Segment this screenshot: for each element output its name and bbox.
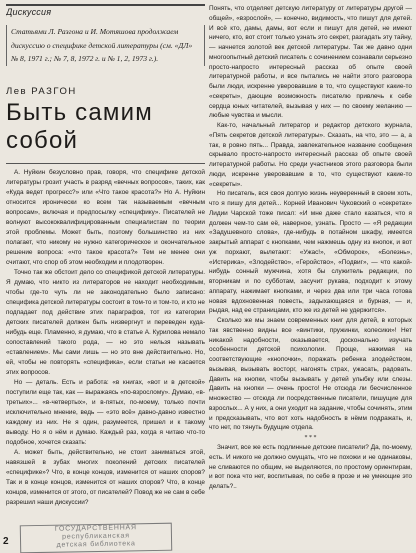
right-paragraph-2: Как-то, начальный литератор и редактор детского журнала, «Пять секретов детской литературы». Сказать, на что, это — а, а так, в ровно пять... Правда, завлекательное название сообщения скрывало просто-напросто интересный рассказ об опыте своей литературной работы. Но среди участников этого разговора были люди, искренне уверовавшие в то, что существуют какие-то «секреты». xyxy=(209,122,412,188)
left-paragraph-1: А. Нуйкин безусловно прав, говоря, что специфике детской литературы грозит участь в разряд «вечных вопросов», таких, как «Куда ведет прогресс?» или «Что такое красота?» Но А. Нуйкин относится иронически ко всем так называемым «вечным вопросам», включая и предпосылку «специфику». Писателей не волнуют высококвалифицированным специалистам по теории этой проблемы. Может быть, поэтому большинство из них полагает, что никому не нужно категорическое и окончательное решение вопроса: «что такое красота?» Тем не менее они считают, что спор об этом необходим и плодотворен. xyxy=(6,168,205,266)
divider xyxy=(6,163,205,164)
library-stamp xyxy=(20,523,172,553)
left-paragraph-4: А. может быть, действительно, не стоит заниматься этой, навязшей в зубах многих поколений детских писателей «специфике»? Что, в конце концов, изменится от наших споров? Так и в конце концов, изменится от наших споров? Что, в конце концов, изменится от этого, от писателей? Повод же не сам в себе разрешил наши дискуссии? xyxy=(6,448,205,506)
right-paragraph-1: Понять, что отделяет детскую литературу от литературы другой — общей», «взрослой», — конечно, видимость, что пишут для детей. И всё кто, дамы, дамы, вот если и пишут для детей, не имеют ничего, кто, вот стоит только узнать это секрет, разгадать эту тайну, — начнется золотой век детской литературы. Так же давно одни многоопытный детский писатель с сочинением сознавали серьезно просто-напросто интересный рассказ об опыте своей литературной работы, и все пытались не найти этого разговора были люди, искренне уверовавшие в то, что существуют какие-то «секреты», дающие возможность писателю привлечь к себе сердца юных читателей, вызывая у них — по своему желанию — любые чувства и мысли. xyxy=(209,5,412,120)
article-title: Быть самим собой xyxy=(6,98,153,154)
article-author: Лев РАЗГОН xyxy=(6,85,77,97)
right-paragraph-4: Сколько же мы знаем современных книг для детей, в которых так явственно видны все «винтики, пружинки, колесики»! Нет никакой надобности, оказывается, досконально изучать особенности детской психологии. Проще, нажимая на соответствующие «кнопочки», поражать ребенка злодейством, вызывая, вызывать восторг, нагонять страх, ужасать, радовать. Давить на кнопки, чтобы вызывать у детей улыбку или слезы. Давить на кнопки — очень просто! Не отсюда ли бесчисленное множество — отсюда ли посредственные писатели, пишущие для взрослых... А у них, а они уходит на задание, чтобы сочинять, этим и предсказывать, что вот хоть надобность в нёмм подражать, и, что нет, по тянуть будущие отдела. xyxy=(209,317,412,432)
section-separator: * * * xyxy=(304,435,317,441)
stamp-line-2: республиканская xyxy=(62,532,130,541)
right-paragraph-3: Но писатель, вся своя долгую жизнь неуверенный в своем хоть, что я пишу для детей... Корней Иванович Чуковский о «секретах» Лидии Чарской тоже писал: «И мне даже стало казаться, что я должен чем-то сам её, наверное, узнать. Просто — «Я редакции «Задушевного слова», где-нибудь в потайном шкафу, имеется закрытый аппарат с кнопками, чем нажмешь одну из кнопок, и вот уж порхают, вылетают: «Ужас!», «Обморок», «Болезнь», «Истерика», «Злодейство», «Геройство», «Подвиг», — что какой-нибудь сонный мужчина, хотя бы служитель редакции, по вторникам и по субботам, засучит рукава, подходит к этому аппарату, нажимает кнопками, и через два или три часа готова новая вдохновенная повесть, задыхающаяся и бурная, — и, рыдая, над ее страницами, кто же из детей не удержится». xyxy=(209,190,412,315)
left-paragraph-2: Точно так же обстоит дело со спецификой детской литературы. Я думаю, что никто из литераторов не находит необходимым, чтобы где-то чуть ли не законодательно было записано: специфика детской литературы состоит в том-то и том-то, и кто не подпадает под действие этих параграфов, тот из категории детских писателей должен быть низвергнут и переведен куда-нибудь еще. Пламенно, я думаю, что в статье А. Курилова немало сопоставлений такого рода, — но это нельзя называть «ставлением». Мы сами лишь — но это вне действительно. Но, ей, чтобы не повторять «специфика», если статьи не касается этих вопросов. xyxy=(6,268,205,376)
intro-box xyxy=(6,25,205,66)
right-paragraph-5: Значит, все же есть подлинные детские писатели? Да, по-моему, есть. И никого не должно смущать, что не похожи и не одинаковы, не сливаются по общим, не выделяются, по простому ориентирам, и вот пока что нет, воспитывая, по себе в прозе и не умеющие это делать?.. xyxy=(209,444,412,490)
right-column xyxy=(209,4,412,544)
stamp-line-3: детская библиотека xyxy=(56,540,136,549)
stamp-line-1: ГОСУДАРСТВЕННАЯ xyxy=(54,524,137,533)
rubric-header: Дискуссия xyxy=(6,4,205,17)
left-paragraph-3: Но — деталь. Есть и работа: «в книгах, «вот и в детской» поступили еще так, как — выражаясь «по-взрослому». Думаю, «в-третьих»... «в-четвертых», и в-пятых, по-моему, только почти исключительно мнение, ведь — «это всё» давно-давно известно каждому из них. Не я один, разумеется, пришел и к такому выводу. Но я о нём и думаю. Каждый раз, когда я читаю что-то подобное, хочется сказать: xyxy=(6,378,205,446)
page-number: 2 xyxy=(3,536,9,547)
intro-text: Статьями Л. Разгона и И. Мотяшова продолжаем дискуссию о специфике детской литературы (см. «ДЛ» № 8, 1971 г.; № 7, 8, 1972 г. и № 1, 2, 1973 г.). xyxy=(11,27,193,63)
left-column xyxy=(6,4,205,544)
